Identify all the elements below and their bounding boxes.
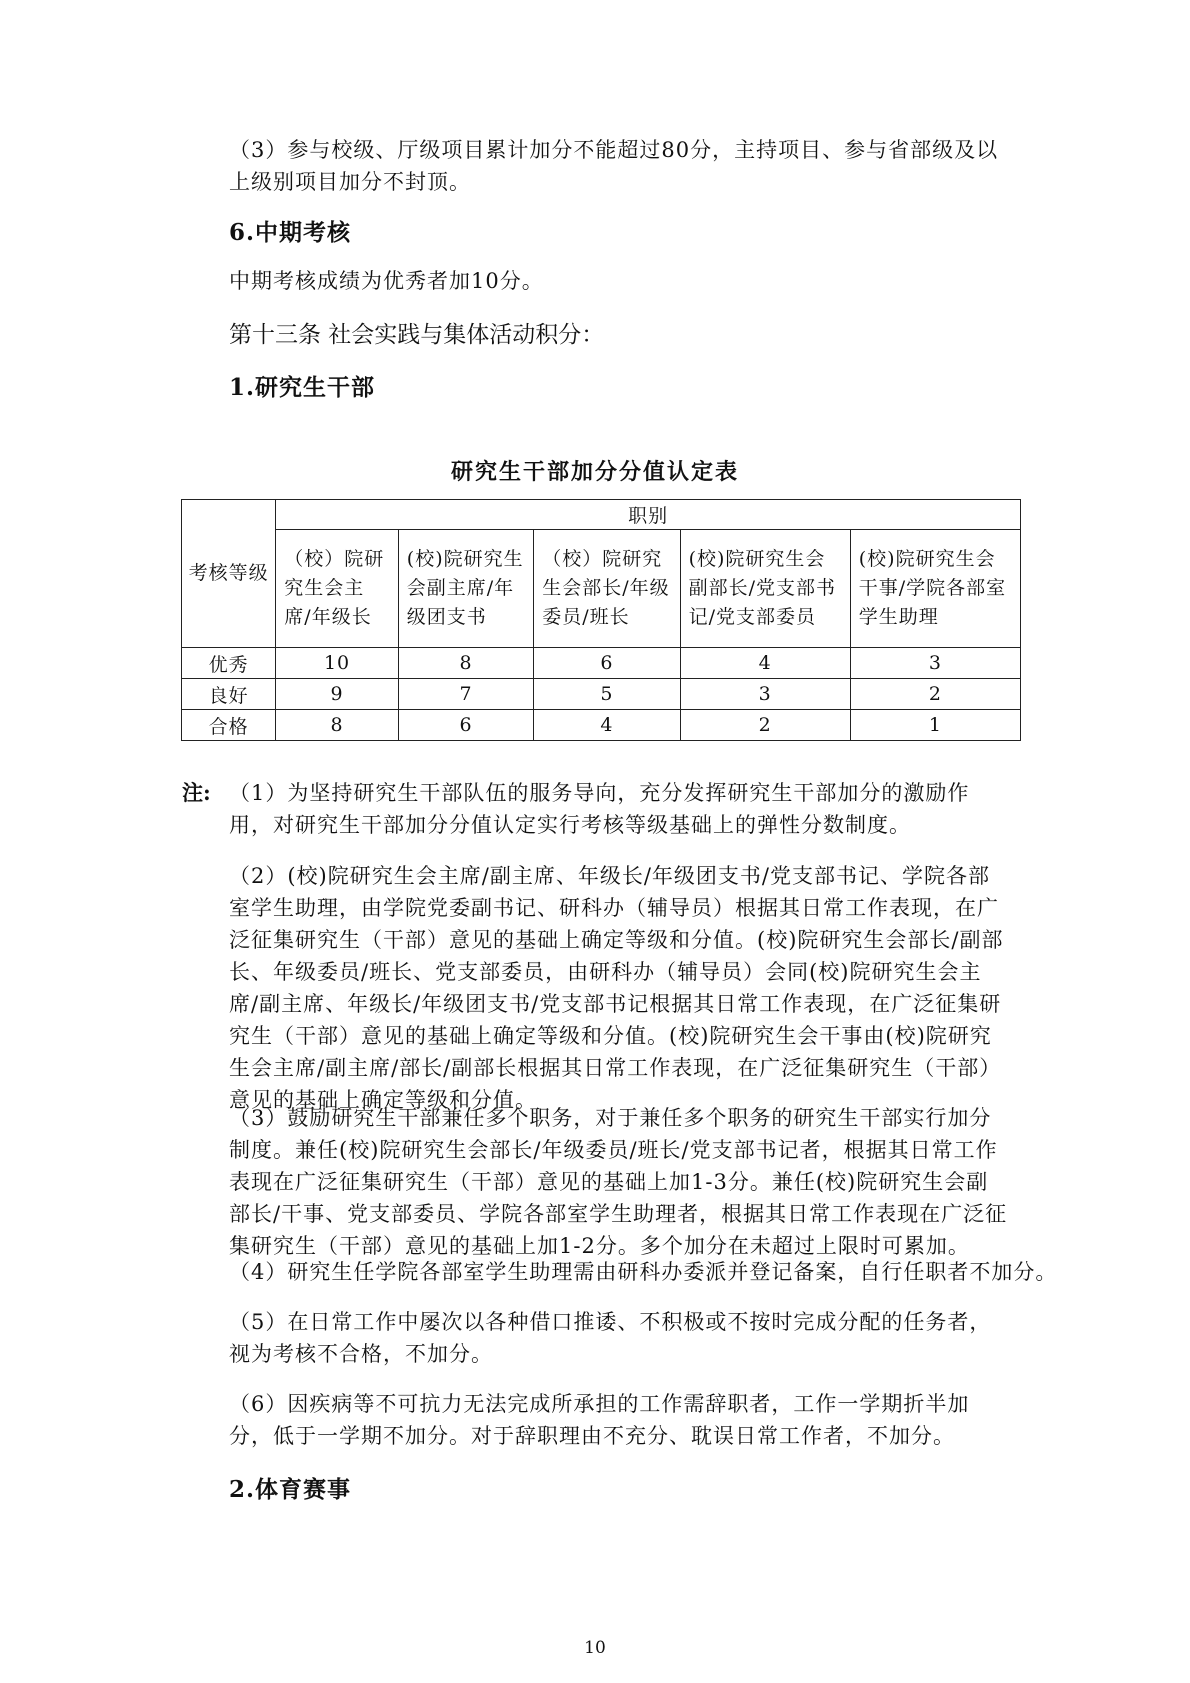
grade-cell: 优秀 [182, 648, 276, 679]
page-number: 10 [584, 1638, 606, 1658]
note-item-1: （1）为坚持研究生干部队伍的服务导向，充分发挥研究生干部加分的激励作用，对研究生干部加分分值认定实行考核等级基础上的弹性分数制度。 [229, 781, 970, 837]
score-cell: 4 [534, 710, 680, 741]
role-header-cell: （校）院研究生会部长/年级委员/班长 [534, 530, 680, 648]
score-cell: 6 [534, 648, 680, 679]
role-header-cell: （校）院研究生会主席/年级长 [276, 530, 398, 648]
intro-paragraph: （3）参与校级、厅级项目累计加分不能超过80分，主持项目、参与省部级及以上级别项目加分不封顶。 [229, 138, 999, 194]
score-cell: 9 [276, 679, 398, 710]
score-cell: 8 [398, 648, 533, 679]
section-6-text: 中期考核成绩为优秀者加10分。 [229, 269, 544, 293]
cadre-score-table [181, 499, 1021, 741]
article-13-heading: 第十三条 社会实践与集体活动积分： [229, 322, 605, 348]
score-cell: 2 [850, 679, 1020, 710]
subsection-1-heading: 1.研究生干部 [229, 374, 376, 401]
role-header-cell: (校)院研究生会副主席/年级团支书 [398, 530, 533, 648]
table-row [182, 679, 1021, 710]
table-role-row [182, 530, 1021, 648]
score-cell: 3 [680, 679, 850, 710]
note-item-2: （2）(校)院研究生会主席/副主席、年级长/年级团支书/党支部书记、学院各部室学生助理，由学院党委副书记、研科办（辅导员）根据其日常工作表现，在广泛征集研究生（干部）意见的基础上确定等级和分值。(校)院研究生会部长/副部长、年级委员/班长、党支部委员，由研科办（辅导员）会同(校)院研究生会主席/副主席、年级长/年级团支书/党支部书记根据其日常工作表现，在广泛征集研究生（干部）意见的基础上确定等级和分值。(校)院研究生会干事由(校)院研究生会主席/副主席/部长/副部长根据其日常工作表现，在广泛征集研究生（干部）意见的基础上确定等级和分值。 [229, 864, 1004, 1112]
grade-cell: 合格 [182, 710, 276, 741]
table-row [182, 648, 1021, 679]
score-cell: 4 [680, 648, 850, 679]
score-cell: 3 [850, 648, 1020, 679]
grade-header-cell: 考核等级 [182, 500, 276, 648]
score-cell: 2 [680, 710, 850, 741]
note-item-6: （6）因疾病等不可抗力无法完成所承担的工作需辞职者，工作一学期折半加分，低于一学期不加分。对于辞职理由不充分、耽误日常工作者，不加分。 [229, 1392, 970, 1448]
table-row [182, 710, 1021, 741]
score-cell: 1 [850, 710, 1020, 741]
score-cell: 8 [276, 710, 398, 741]
grade-cell: 良好 [182, 679, 276, 710]
score-cell: 10 [276, 648, 398, 679]
note-item-5: （5）在日常工作中屡次以各种借口推诿、不积极或不按时完成分配的任务者，视为考核不合格，不加分。 [229, 1310, 992, 1366]
score-cell: 5 [534, 679, 680, 710]
note-label: 注: [182, 780, 211, 805]
table-title: 研究生干部加分分值认定表 [450, 459, 739, 485]
subsection-2-heading: 2.体育赛事 [229, 1476, 352, 1503]
note-item-4: （4）研究生任学院各部室学生助理需由研科办委派并登记备案，自行任职者不加分。 [229, 1260, 1058, 1284]
role-header-cell: (校)院研究生会干事/学院各部室学生助理 [850, 530, 1020, 648]
table-header-row [182, 500, 1021, 530]
role-header-cell: (校)院研究生会副部长/党支部书记/党支部委员 [680, 530, 850, 648]
note-item-3: （3）鼓励研究生干部兼任多个职务，对于兼任多个职务的研究生干部实行加分制度。兼任(校)院研究生会部长/年级委员/班长/党支部书记者，根据其日常工作表现在广泛征集研究生（干部）意见的基础上加1-3分。兼任(校)院研究生会副部长/干事、党支部委员、学院各部室学生助理者，根据其日常工作表现在广泛征集研究生（干部）意见的基础上加1-2分。多个加分在未超过上限时可累加。 [229, 1106, 1008, 1258]
score-cell: 7 [398, 679, 533, 710]
role-group-header-cell: 职别 [276, 500, 1021, 530]
score-cell: 6 [398, 710, 533, 741]
section-6-heading: 6.中期考核 [229, 219, 352, 246]
